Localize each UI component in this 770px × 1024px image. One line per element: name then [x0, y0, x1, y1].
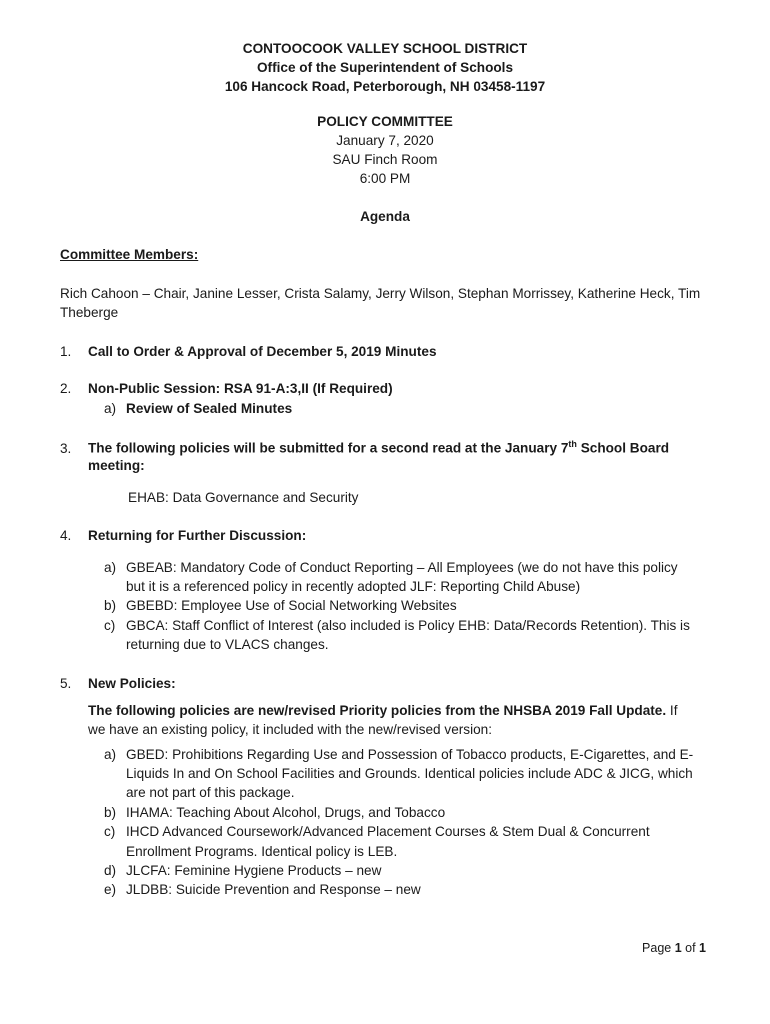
policy-ihcd-line-2: Enrollment Programs. Identical policy is LEB. — [126, 844, 398, 859]
item-number: 3. — [60, 440, 72, 456]
item-text: The following policies will be submitted for a second read at the January 7 — [88, 440, 569, 456]
agenda-heading: Agenda — [360, 209, 410, 224]
members-list-line-1: Rich Cahoon – Chair, Janine Lesser, Crista Salamy, Jerry Wilson, Stephan Morrissey, Katherine Heck, Tim — [60, 286, 701, 301]
item-text: Non-Public Session: RSA 91-A:3,II (If Required) — [88, 381, 393, 396]
sub-item-text: JLDBB: Suicide Prevention and Response – new — [126, 882, 421, 897]
sub-item-text: GBEAB: Mandatory Code of Conduct Reporting – All Employees (we do not have this policy — [126, 560, 678, 575]
agenda-item-3 — [60, 438, 669, 458]
intro-bold-text: The following policies are new/revised Priority policies from the NHSBA 2019 Fall Update. — [88, 703, 667, 718]
sub-item-text: GBED: Prohibitions Regarding Use and Possession of Tobacco products, E-Cigarettes, and E- — [126, 747, 694, 762]
policy-gbeab — [104, 559, 678, 577]
sub-item-label: a) — [104, 747, 117, 762]
district-name: CONTOOCOOK VALLEY SCHOOL DISTRICT — [242, 41, 528, 56]
agenda-item-2 — [60, 380, 393, 398]
sub-item-text: GBEBD: Employee Use of Social Networking Websites — [126, 598, 457, 613]
sub-item-text: JLCFA: Feminine Hygiene Products – new — [126, 863, 382, 878]
policy-ihcd — [104, 823, 650, 841]
item-text: Returning for Further Discussion: — [88, 528, 307, 543]
of-word: of — [681, 941, 700, 955]
item-number: 2. — [60, 381, 72, 396]
district-address: 106 Hancock Road, Peterborough, NH 03458-1197 — [224, 79, 546, 94]
policy-gbeab-line-2: but it is a referenced policy in recently adopted JLF: Reporting Child Abuse) — [126, 579, 581, 594]
policy-gbed-line-3: are not part of this package. — [126, 785, 295, 800]
item-text: Call to Order & Approval of December 5, 2019 Minutes — [88, 344, 437, 359]
office-name: Office of the Superintendent of Schools — [256, 60, 514, 75]
sub-item-label: c) — [104, 824, 116, 839]
new-policies-intro — [88, 702, 677, 720]
sub-item-text: IHCD Advanced Coursework/Advanced Placement Courses & Stem Dual & Concurrent — [126, 824, 650, 839]
meeting-time: 6:00 PM — [359, 171, 411, 186]
item-number: 1. — [60, 344, 72, 359]
item-text-continued: School Board — [576, 440, 670, 456]
committee-members-heading: Committee Members: — [60, 247, 199, 262]
sub-item-label: e) — [104, 882, 117, 897]
sub-item-text: IHAMA: Teaching About Alcohol, Drugs, and Tobacco — [126, 805, 446, 820]
sub-item-text: Review of Sealed Minutes — [126, 401, 293, 416]
page-current: 1 — [674, 941, 682, 955]
intro-text: If — [666, 703, 678, 718]
sub-item-label: d) — [104, 863, 117, 878]
agenda-item-5 — [60, 675, 176, 693]
policy-ehab: EHAB: Data Governance and Security — [128, 490, 359, 505]
ordinal-suffix: th — [568, 439, 577, 449]
agenda-item-1 — [60, 343, 437, 361]
policy-jldbb — [104, 881, 421, 899]
page-total: 1 — [699, 941, 706, 955]
item-number: 5. — [60, 676, 72, 691]
meeting-date: January 7, 2020 — [336, 133, 434, 148]
sub-item-label: b) — [104, 598, 117, 613]
agenda-item-4 — [60, 527, 306, 545]
policy-gbed-line-2: Liquids In and On School Facilities and Grounds. Identical policies include ADC & JICG, which — [126, 766, 693, 781]
item-number: 4. — [60, 528, 72, 543]
page-word: Page — [642, 941, 675, 955]
members-list-line-2: Theberge — [60, 305, 119, 320]
policy-ihama — [104, 804, 445, 822]
sub-item-label: b) — [104, 805, 117, 820]
sub-item-label: c) — [104, 618, 116, 633]
agenda-item-3-line-2: meeting: — [88, 458, 145, 473]
page-number — [642, 940, 706, 957]
policy-gbca — [104, 617, 690, 635]
policy-gbed — [104, 746, 693, 764]
meeting-title: POLICY COMMITTEE — [317, 114, 453, 129]
sub-item-label: a) — [104, 401, 117, 416]
sub-item-label: a) — [104, 560, 117, 575]
policy-gbebd — [104, 597, 457, 615]
policy-jlcfa — [104, 862, 381, 880]
agenda-item-2a — [104, 400, 292, 418]
new-policies-intro-line-2: we have an existing policy, it included with the new/revised version: — [88, 722, 492, 737]
policy-gbca-line-2: returning due to VLACS changes. — [126, 637, 329, 652]
meeting-room: SAU Finch Room — [332, 152, 438, 167]
item-text: New Policies: — [88, 676, 176, 691]
sub-item-text: GBCA: Staff Conflict of Interest (also included is Policy EHB: Data/Records Retention). This is — [126, 618, 690, 633]
